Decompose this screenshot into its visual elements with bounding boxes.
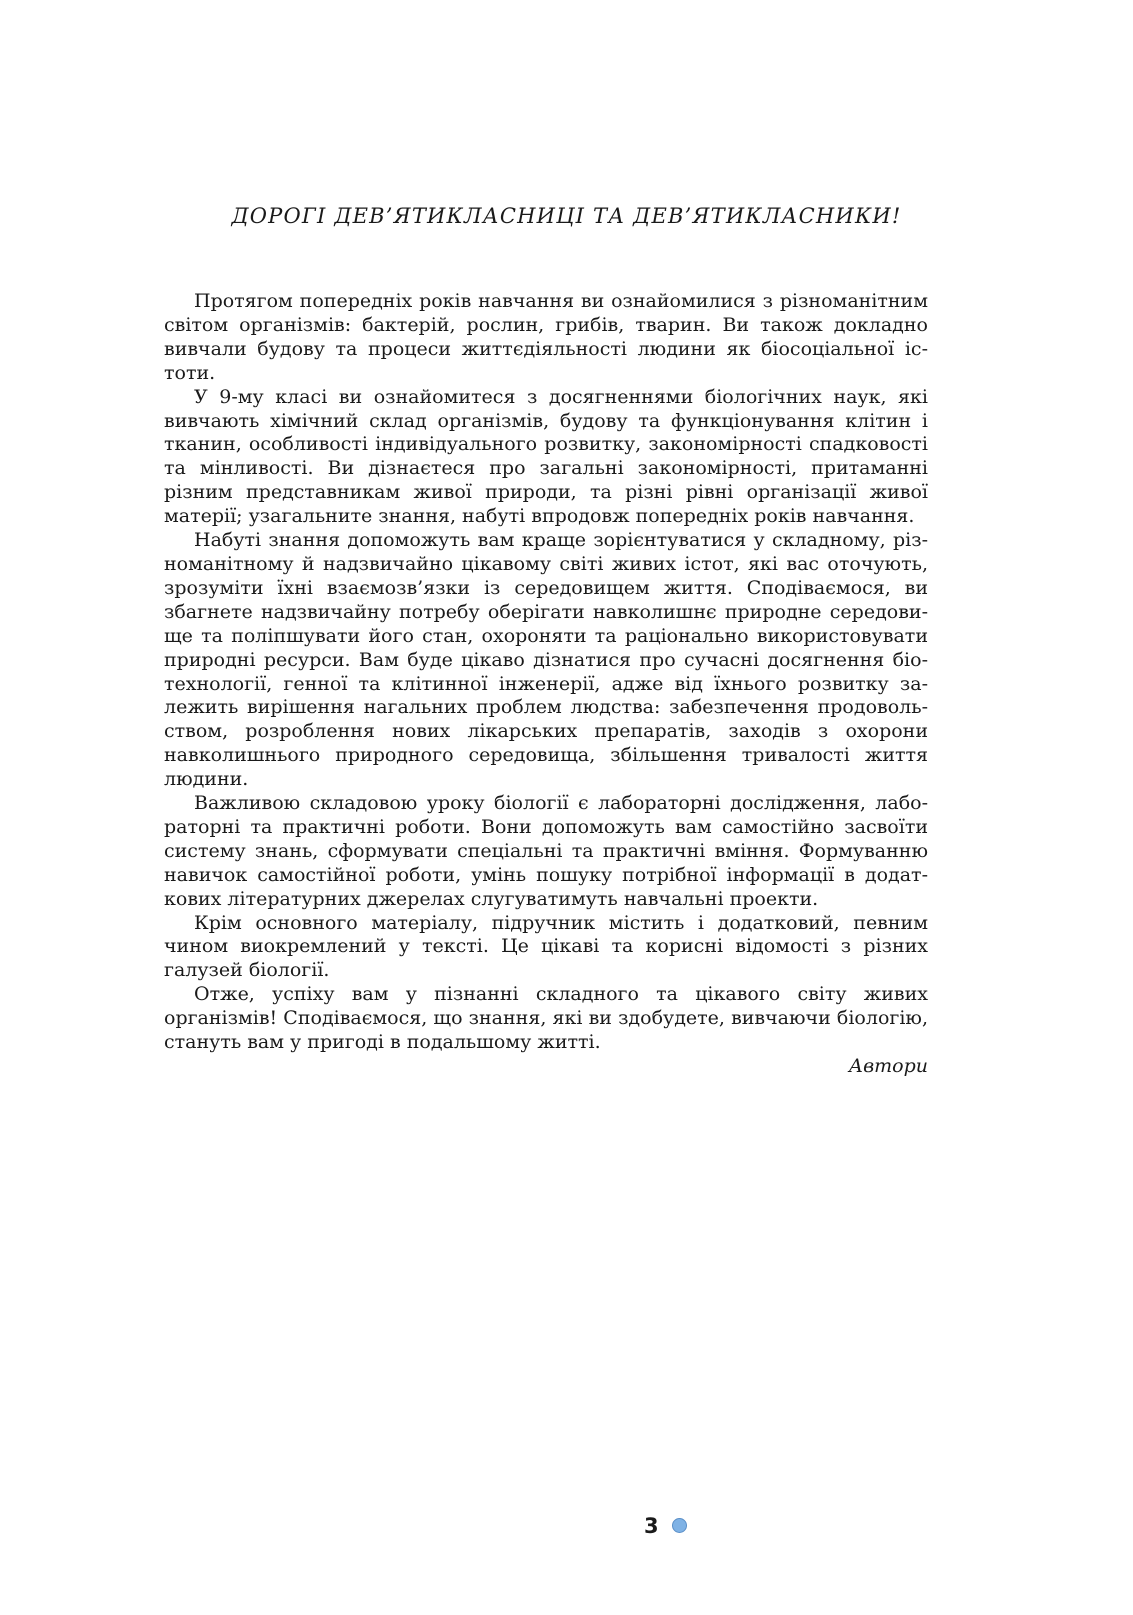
paragraph-3: Набуті знання допоможуть вам краще зорієнтуватися у складному, різноманітному й надзвичайно цікавому світі живих істот, які вас оточують, зрозуміти їхні взаємозв’язки із середовищем життя. Сподіваємося, ви збагнете надзвичайну потребу оберігати навколишнє природне середовище та поліпшувати його стан, охороняти та раціонально використовувати природні ресурси. Вам буде цікаво дізнатися про сучасні досягнення біотехнології, генної та клітинної інженерії, адже від їхнього розвитку залежить вирішення нагальних проблем людства: забезпечення продовольством, розроблення нових лікарських препаратів, заходів з охорони навколишнього природного середовища, збільшення тривалості життя людини. xyxy=(164,529,928,791)
page-marker-dot-icon xyxy=(672,1518,687,1533)
paragraph-2: У 9-му класі ви ознайомитеся з досягненнями біологічних наук, які вивчають хімічний склад організмів, будову та функціонування клітин і тканин, особливості індивідуального розвитку, закономірності спадковості та мінливості. Ви дізнаєтеся про загальні закономірності, притаманні різним представникам живої природи, та різні рівні організації живої матерії; узагальните знання, набуті впродовж попередніх років навчання. xyxy=(164,385,928,528)
paragraph-1: Протягом попередніх років навчання ви ознайомилися з різноманітним світом організмів: бактерій, рослин, грибів, тварин. Ви також докладно вивчали будову та процеси життєдіяльності людини як біосоціальної істоти. xyxy=(164,290,928,384)
paragraph-6: Отже, успіху вам у пізнанні складного та цікавого світу живих організмів! Сподіваємося, що знання, які ви здобудете, вивчаючи біологію, стануть вам у пригоді в подальшому житті. xyxy=(164,983,928,1054)
page-number: 3 xyxy=(644,1514,659,1538)
authors-signature: Автори xyxy=(848,1055,928,1077)
body-text xyxy=(164,290,928,1079)
paragraph-4: Важливою складовою уроку біології є лабораторні дослідження, лабораторні та практичні роботи. Вони допоможуть вам самостійно засвоїти систему знань, сформувати спеціальні та практичні вміння. Формуванню навичок самостійної роботи, умінь пошуку потрібної інформації в додаткових літературних джерелах слугуватимуть навчальні проекти. xyxy=(164,792,928,910)
paragraph-5: Крім основного матеріалу, підручник містить і додатковий, певним чином виокремлений у тексті. Це цікаві та корисні відомості з різних галузей біології. xyxy=(164,911,928,982)
page-heading: ДОРОГІ ДЕВ’ЯТИКЛАСНИЦІ ТА ДЕВ’ЯТИКЛАСНИКИ! xyxy=(231,204,902,228)
